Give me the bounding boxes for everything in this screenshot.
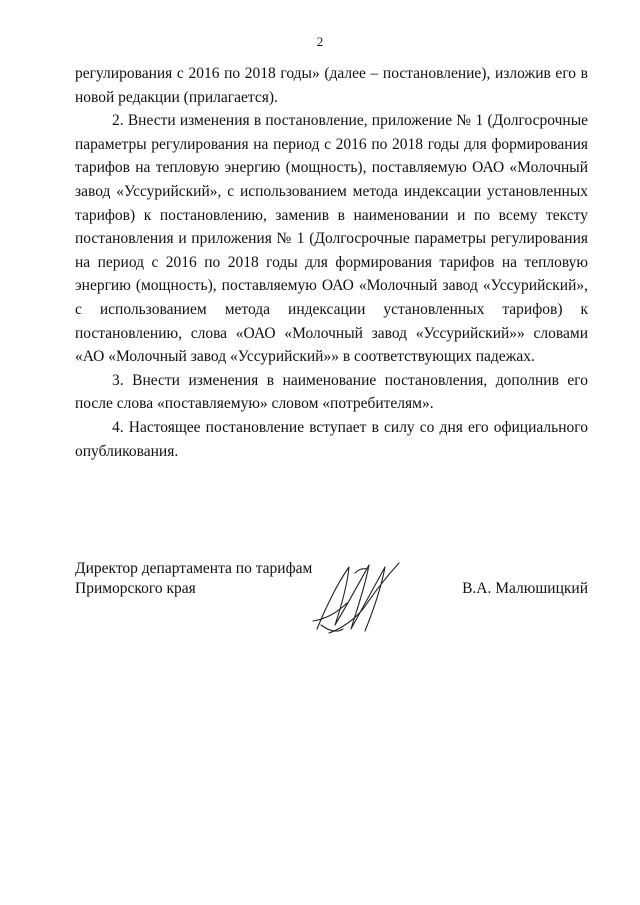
handwritten-signature-icon xyxy=(307,559,407,639)
signer-name: В.А. Малюшицкий xyxy=(462,580,588,597)
page-number: 2 xyxy=(316,34,324,49)
paragraph-continuation: регулирования с 2016 по 2018 годы» (далее – постановление), изложив его в новой редакции (прилагается). xyxy=(75,65,588,106)
signer-title-line-1: Директор департамента по тарифам xyxy=(75,560,313,577)
paragraph-2: 2. Внести изменения в постановление, приложение № 1 (Долгосрочные параметры регулирования на период с 2016 по 2018 годы для формирования тарифов на тепловую энергию (мощность), поставляемую ОАО «Молочный завод «Уссурийский», с использованием метода индексации установленных тарифов) к постановлению, заменив в наименовании и по всему тексту постановления и приложения № 1 (Долгосрочные параметры регулирования на период с 2016 по 2018 годы для формирования тарифов на тепловую энергию (мощность), поставляемую ОАО «Молочный завод «Уссурийский», с использованием метода индексации установленных тарифов) к постановлению, слова «ОАО «Молочный завод «Уссурийский»» словами «АО «Молочный завод «Уссурийский»» в соответствующих падежах. xyxy=(75,112,588,366)
paragraph-3: 3. Внести изменения в наименование постановления, дополнив его после слова «поставляемую» словом «потребителям». xyxy=(75,371,588,413)
paragraph-4: 4. Настоящее постановление вступает в силу со дня его официального опубликования. xyxy=(75,418,588,460)
signer-title-line-2: Приморского края xyxy=(75,580,196,597)
document-body xyxy=(75,62,588,463)
signer-title xyxy=(75,559,312,599)
signature-block xyxy=(75,559,588,649)
